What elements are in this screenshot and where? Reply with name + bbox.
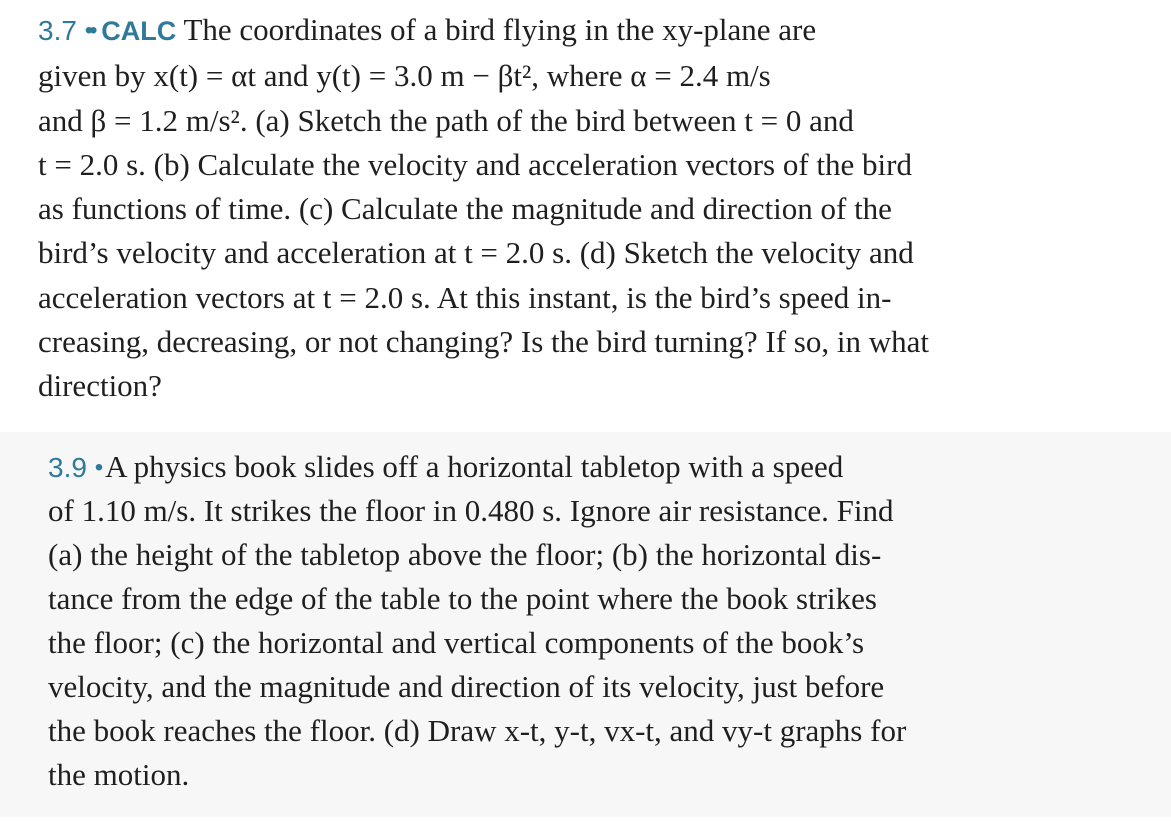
problem-3-7-line-3: and β = 1.2 m/s². (a) Sketch the path of the bird between t = 0 and [38,103,854,138]
problem-3-7-line-4: t = 2.0 s. (b) Calculate the velocity and acceleration vectors of the bird [38,147,912,182]
problem-3-9-line-4: tance from the edge of the table to the point where the book strikes [48,581,877,616]
problem-3-9-line-5: the floor; (c) the horizontal and vertical components of the book’s [48,625,865,660]
problem-3-7-line-2: given by x(t) = αt and y(t) = 3.0 m − βt², where α = 2.4 m/s [38,58,771,93]
problem-3-9 [0,432,1171,817]
problem-3-7-text: The coordinates of a bird flying in the xy-plane are [183,12,817,47]
problem-3-9-line-2: of 1.10 m/s. It strikes the floor in 0.480 s. Ignore air resistance. Find [48,493,894,528]
problem-3-7-number: 3.7 [38,15,77,46]
problem-3-7 [0,10,1171,410]
problem-3-7-line-5: as functions of time. (c) Calculate the magnitude and direction of the [38,191,892,226]
problem-3-9-line-3: (a) the height of the tabletop above the floor; (b) the horizontal dis- [48,537,882,572]
problem-3-7-line-1 [38,12,816,51]
problem-3-7-line-7: acceleration vectors at t = 2.0 s. At this instant, is the bird’s speed in- [38,280,892,315]
problem-3-7-line-6: bird’s velocity and acceleration at t = 2.0 s. (d) Sketch the velocity and [38,235,914,270]
problem-3-9-text: A physics book slides off a horizontal tabletop with a speed [105,449,844,484]
problem-3-7-difficulty: •• [84,17,94,44]
problem-3-7-line-9: direction? [38,368,162,403]
problem-3-9-number: 3.9 [48,452,87,483]
problem-3-9-line-7: the book reaches the floor. (d) Draw x-t, y-t, vx-t, and vy-t graphs for [48,713,907,748]
problem-3-9-line-8: the motion. [48,757,190,792]
problem-3-7-line-8: creasing, decreasing, or not changing? Is the bird turning? If so, in what [38,324,929,359]
problem-3-9-line-6: velocity, and the magnitude and direction of its velocity, just before [48,669,885,704]
problem-3-9-line-1 [48,449,843,488]
problem-3-9-difficulty: • [94,454,100,481]
problem-3-7-calc-tag: CALC [101,16,177,46]
